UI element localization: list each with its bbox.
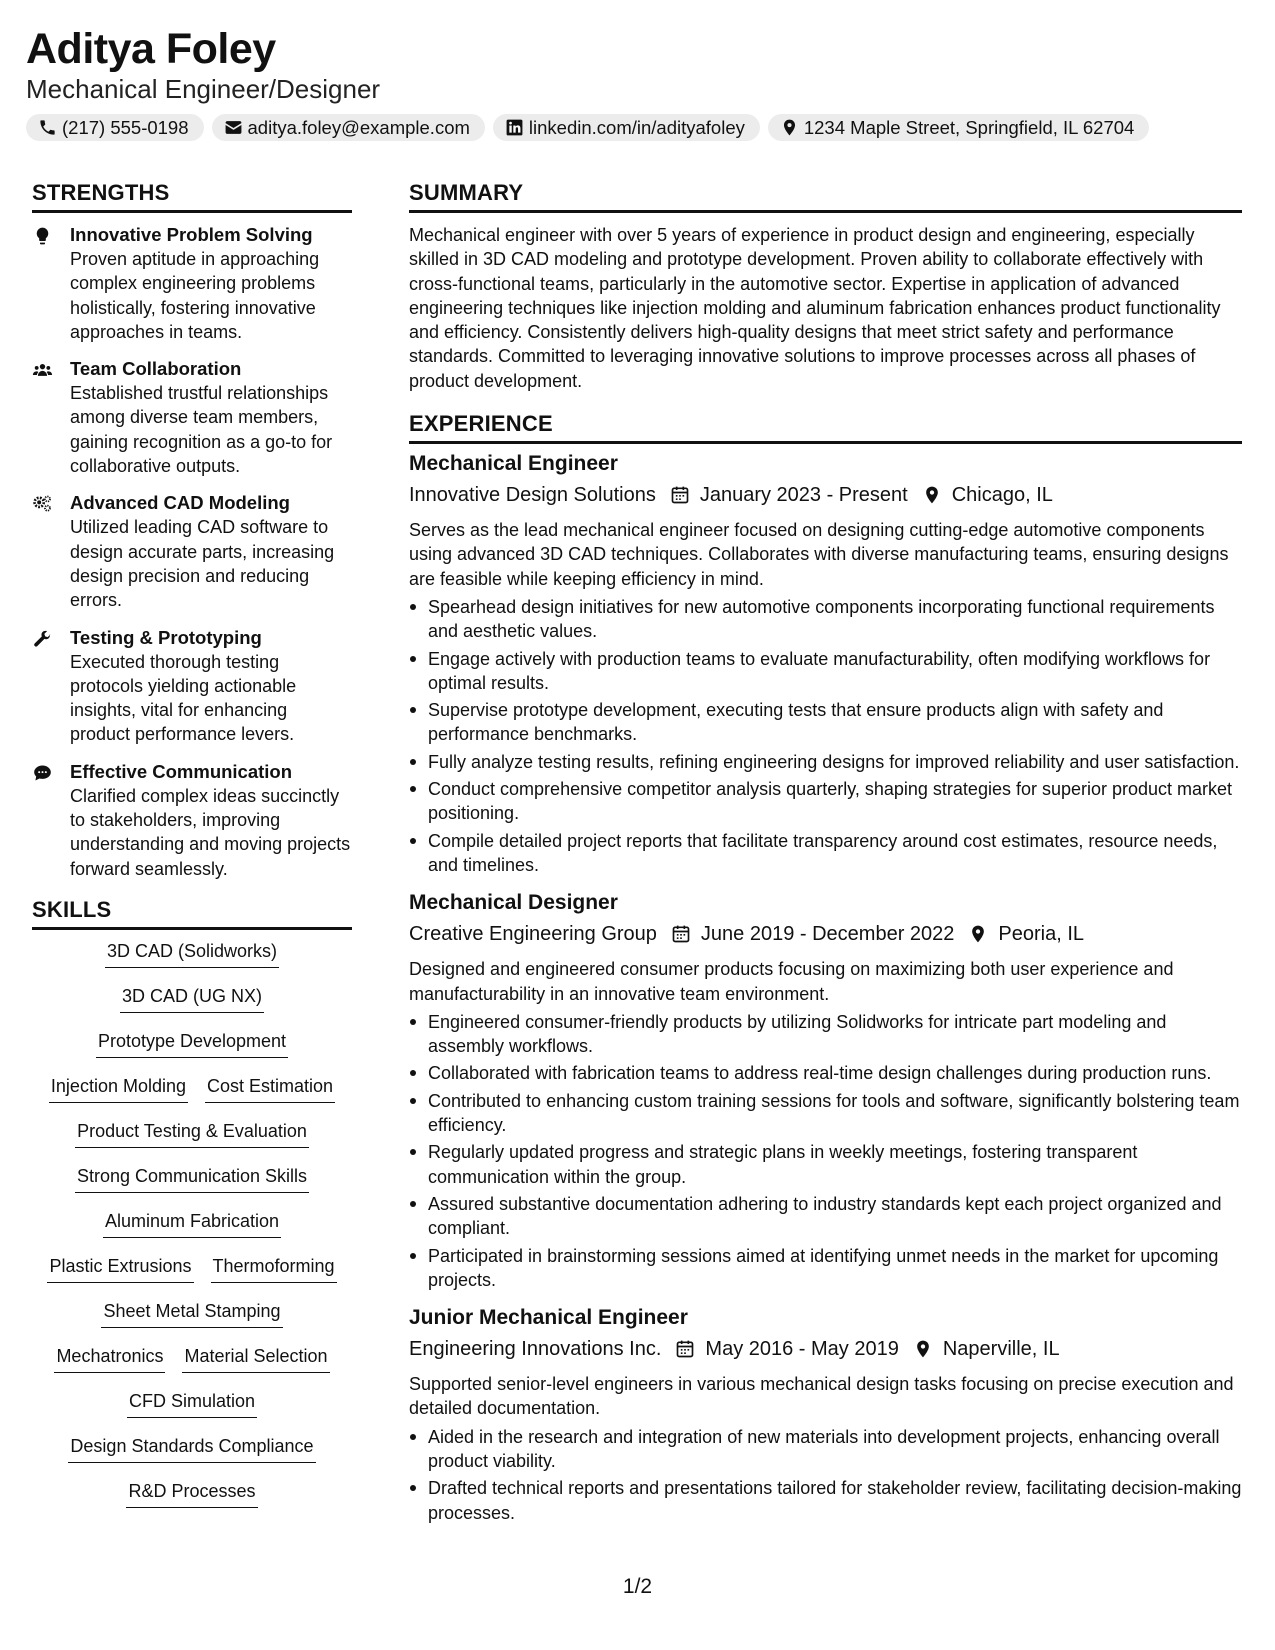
job-entry bbox=[409, 450, 1242, 877]
skill-tag: Material Selection bbox=[182, 1344, 329, 1373]
job-meta bbox=[409, 1334, 1242, 1364]
bullet-item: Supervise prototype development, executing tests that ensure products align with safety and performance benchmarks. bbox=[409, 698, 1242, 747]
bullet-item: Drafted technical reports and presentations tailored for stakeholder review, facilitating decision-making processes. bbox=[409, 1476, 1242, 1525]
bullet-item: Engage actively with production teams to evaluate manufacturability, often modifying workflows for optimal results. bbox=[409, 647, 1242, 696]
job-company: Innovative Design Solutions bbox=[409, 484, 656, 507]
strength-title: Advanced CAD Modeling bbox=[70, 492, 290, 514]
bullet-item: Aided in the research and integration of new materials into development projects, enhancing overall product viability. bbox=[409, 1425, 1242, 1474]
strength-title: Effective Communication bbox=[70, 760, 293, 782]
calendar-icon bbox=[670, 485, 690, 505]
skill-tag: Strong Communication Skills bbox=[75, 1164, 309, 1193]
job-description: Designed and engineered consumer products focusing on maximizing both user experience and manufacturability in an innovative team environment. bbox=[409, 959, 1174, 1004]
contact-bar bbox=[26, 114, 1256, 141]
job-bullets bbox=[409, 1010, 1242, 1292]
job-description: Supported senior-level engineers in various mechanical design tasks focusing on precise execution and detailed documentation. bbox=[409, 1374, 1234, 1419]
skill-tag: Product Testing & Evaluation bbox=[75, 1119, 309, 1148]
linkedin-text: linkedin.com/in/adityafoley bbox=[528, 116, 745, 138]
bullet-item: Spearhead design initiatives for new automotive components incorporating functional requirements and aesthetic values. bbox=[409, 595, 1242, 644]
calendar-icon bbox=[675, 1339, 695, 1359]
bullet-item: Conduct comprehensive competitor analysis quarterly, shaping strategies for superior product market positioning. bbox=[409, 777, 1242, 826]
map-pin-icon bbox=[780, 118, 799, 137]
bullet-item: Participated in brainstorming sessions aimed at identifying unmet needs in the market for upcoming projects. bbox=[409, 1244, 1242, 1293]
map-pin-icon bbox=[922, 485, 942, 505]
skill-tag: Sheet Metal Stamping bbox=[101, 1299, 282, 1328]
phone-text: (217) 555-0198 bbox=[62, 116, 189, 138]
job-dates: May 2016 - May 2019 bbox=[705, 1338, 899, 1361]
skills-heading: SKILLS bbox=[32, 895, 352, 930]
job-bullets bbox=[409, 595, 1242, 877]
page-indicator: 1/2 bbox=[622, 1575, 653, 1598]
job-title: Mechanical Designer bbox=[409, 891, 618, 915]
skill-tag: 3D CAD (UG NX) bbox=[120, 984, 264, 1013]
strength-title: Testing & Prototyping bbox=[70, 626, 262, 648]
skill-tag: 3D CAD (Solidworks) bbox=[105, 939, 279, 968]
calendar-icon bbox=[671, 924, 691, 944]
left-column bbox=[32, 178, 352, 1519]
strengths-heading: STRENGTHS bbox=[32, 178, 352, 213]
bullet-item: Fully analyze testing results, refining engineering designs for improved reliability and user satisfaction. bbox=[409, 750, 1242, 774]
job-location: Naperville, IL bbox=[942, 1338, 1060, 1361]
users-icon bbox=[32, 360, 53, 380]
strength-desc: Established trustful relationships among diverse team members, gaining recognition as a go-to for collaborative outputs. bbox=[70, 383, 333, 477]
comment-icon bbox=[32, 763, 53, 783]
job-location: Chicago, IL bbox=[951, 484, 1053, 507]
skill-tag: Cost Estimation bbox=[205, 1074, 335, 1103]
skills-list bbox=[32, 934, 352, 1519]
job-description: Serves as the lead mechanical engineer focused on designing cutting-edge automotive components using advanced 3D CAD techniques. Collaborates with diverse manufacturing teams, ensuring designs are feasible while keeping efficiency in mind. bbox=[409, 520, 1229, 589]
experience-heading: EXPERIENCE bbox=[409, 409, 1242, 444]
bullet-item: Collaborated with fabrication teams to address real-time design challenges during production runs. bbox=[409, 1061, 1242, 1085]
candidate-role: Mechanical Engineer/Designer bbox=[26, 74, 381, 104]
skill-tag: Thermoforming bbox=[211, 1254, 337, 1283]
skill-tag: CFD Simulation bbox=[127, 1389, 257, 1418]
skill-tag: Aluminum Fabrication bbox=[103, 1209, 281, 1238]
job-company: Engineering Innovations Inc. bbox=[409, 1338, 662, 1361]
bullet-item: Engineered consumer-friendly products by utilizing Solidworks for intricate part modeling and assembly workflows. bbox=[409, 1010, 1242, 1059]
strength-item bbox=[32, 626, 352, 747]
address-text: 1234 Maple Street, Springfield, IL 62704 bbox=[803, 116, 1135, 138]
job-title: Mechanical Engineer bbox=[409, 452, 618, 476]
strength-title: Innovative Problem Solving bbox=[70, 224, 313, 245]
skill-tag: R&D Processes bbox=[126, 1479, 257, 1508]
strength-item bbox=[32, 760, 352, 881]
job-location: Peoria, IL bbox=[998, 923, 1085, 946]
job-entry bbox=[409, 889, 1242, 1292]
job-dates: January 2023 - Present bbox=[699, 484, 908, 507]
map-pin-icon bbox=[913, 1339, 933, 1359]
lightbulb-icon bbox=[32, 226, 53, 246]
strength-item bbox=[32, 223, 352, 344]
skill-tag: Mechatronics bbox=[54, 1344, 165, 1373]
wrench-icon bbox=[32, 629, 53, 649]
right-column bbox=[409, 178, 1242, 1537]
strength-desc: Utilized leading CAD software to design accurate parts, increasing design precision and reducing errors. bbox=[70, 517, 335, 611]
skill-tag: Design Standards Compliance bbox=[68, 1434, 315, 1463]
summary-text: Mechanical engineer with over 5 years of experience in product design and engineering, especially skilled in 3D CAD modeling and prototype development. Proven ability to collaborate effectively with cross-functional teams, particularly in the automotive sector. Expertise in application of advanced engineering techniques like injection molding and aluminum fabrication enhances product functionality and efficiency. Consistently delivers high-quality designs that meet strict safety and performance standards. Committed to leveraging innovative solutions to improve processes across all phases of product development. bbox=[409, 225, 1221, 391]
phone-icon bbox=[38, 118, 57, 137]
contact-address[interactable] bbox=[768, 114, 1149, 141]
contact-email[interactable] bbox=[212, 114, 485, 141]
map-pin-icon bbox=[968, 924, 988, 944]
job-meta bbox=[409, 480, 1242, 510]
contact-linkedin[interactable] bbox=[493, 114, 760, 141]
resume-header bbox=[26, 22, 1256, 141]
bullet-item: Contributed to enhancing custom training sessions for tools and software, significantly bolstering team efficiency. bbox=[409, 1089, 1242, 1138]
strength-title: Team Collaboration bbox=[70, 358, 242, 380]
job-dates: June 2019 - December 2022 bbox=[700, 923, 955, 946]
envelope-icon bbox=[224, 118, 243, 137]
job-company: Creative Engineering Group bbox=[409, 923, 657, 946]
email-text: aditya.foley@example.com bbox=[247, 116, 470, 138]
bullet-item: Compile detailed project reports that facilitate transparency around cost estimates, resource needs, and timelines. bbox=[409, 829, 1242, 878]
job-title: Junior Mechanical Engineer bbox=[409, 1306, 688, 1330]
skill-tag: Prototype Development bbox=[96, 1029, 288, 1058]
strength-item bbox=[32, 491, 352, 612]
strength-desc: Executed thorough testing protocols yielding actionable insights, vital for enhancing product performance levers. bbox=[70, 651, 297, 745]
linkedin-icon bbox=[505, 118, 524, 137]
job-bullets bbox=[409, 1425, 1242, 1525]
strength-item bbox=[32, 357, 352, 478]
gears-icon bbox=[32, 494, 53, 514]
summary-heading: SUMMARY bbox=[409, 178, 1242, 213]
job-meta bbox=[409, 919, 1242, 949]
skill-tag: Injection Molding bbox=[49, 1074, 188, 1103]
bullet-item: Regularly updated progress and strategic plans in weekly meetings, fostering transparent communication within the group. bbox=[409, 1140, 1242, 1189]
candidate-name: Aditya Foley bbox=[26, 25, 276, 73]
bullet-item: Assured substantive documentation adhering to industry standards kept each project organized and compliant. bbox=[409, 1192, 1242, 1241]
skill-tag: Plastic Extrusions bbox=[47, 1254, 193, 1283]
strength-desc: Proven aptitude in approaching complex engineering problems holistically, fostering innovative approaches in teams. bbox=[70, 249, 320, 342]
contact-phone[interactable] bbox=[26, 114, 204, 141]
strength-desc: Clarified complex ideas succinctly to stakeholders, improving understanding and moving projects forward seamlessly. bbox=[70, 785, 351, 879]
job-entry bbox=[409, 1304, 1242, 1525]
